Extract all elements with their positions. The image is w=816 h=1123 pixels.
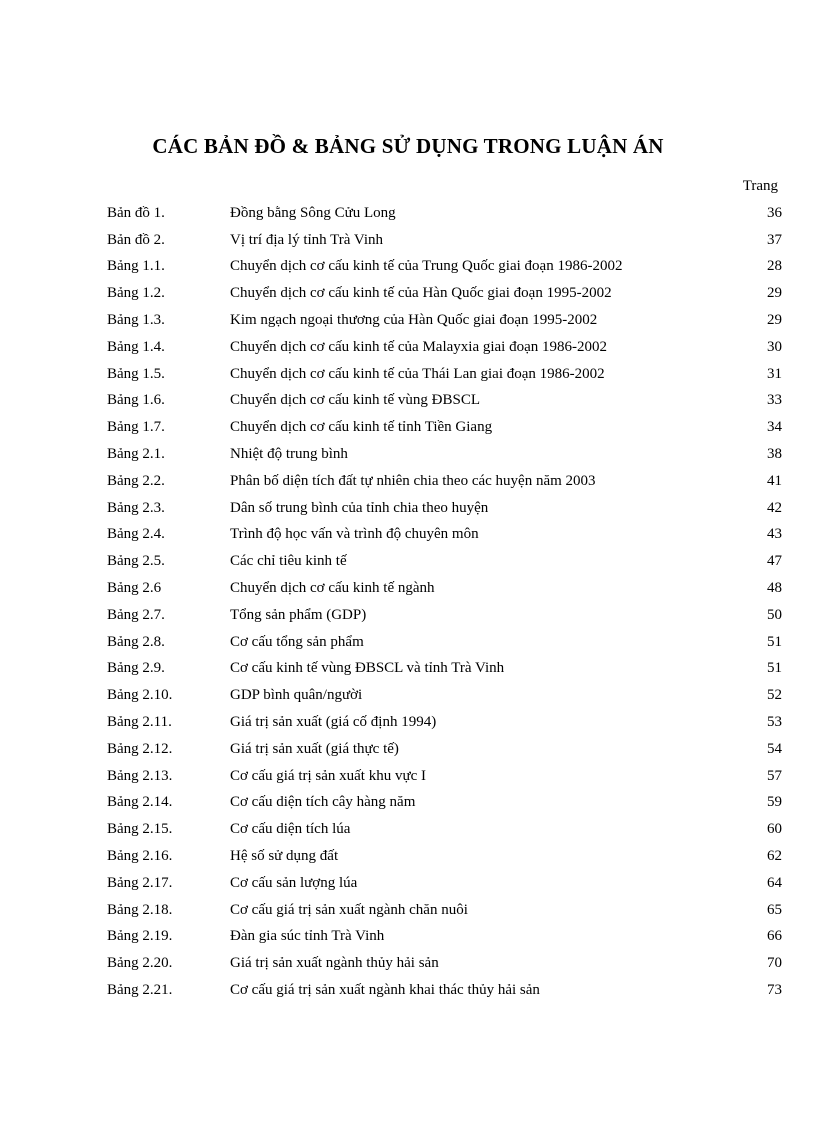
entry-code: Bảng 2.14. [107,794,173,811]
list-item [107,656,782,683]
entry-caption: Chuyển dịch cơ cấu kinh tế tỉnh Tiền Giang [230,419,493,436]
entry-code: Bản đồ 2. [107,231,165,248]
entry-code: Bảng 2.4. [107,526,165,543]
entry-caption: Tổng sản phẩm (GDP) [230,606,367,623]
entry-code: Bảng 2.20. [107,955,173,972]
list-item [107,522,782,549]
entry-code: Bảng 1.2. [107,285,165,302]
entry-caption: Cơ cấu kinh tế vùng ĐBSCL và tỉnh Trà Vinh [230,660,505,677]
entry-code: Bảng 2.19. [107,928,173,945]
list-item [107,950,782,977]
entry-page-number: 57 [767,767,782,784]
entry-page-number: 42 [767,499,782,516]
list-item [107,414,782,441]
entry-page-number: 28 [767,258,782,275]
entry-page-number: 33 [767,392,782,409]
entry-caption: Trình độ học vấn và trình độ chuyên môn [230,526,479,543]
list-item [107,816,782,843]
entry-page-number: 60 [767,821,782,838]
entry-code: Bảng 1.4. [107,338,165,355]
entry-caption: Cơ cấu giá trị sản xuất khu vực I [230,767,427,784]
entry-caption: Phân bố diện tích đất tự nhiên chia theo các huyện năm 2003 [230,472,596,489]
entry-code: Bảng 2.9. [107,660,165,677]
list-item [107,763,782,790]
entry-code: Bảng 2.6 [107,580,162,597]
entry-caption: Chuyển dịch cơ cấu kinh tế của Hàn Quốc giai đoạn 1995-2002 [230,285,612,302]
entry-code: Bảng 1.6. [107,392,165,409]
entry-page-number: 43 [767,526,782,543]
entry-page-number: 29 [767,285,782,302]
entry-page-number: 64 [767,874,782,891]
entry-page-number: 53 [767,714,782,731]
entry-caption: Cơ cấu tổng sản phẩm [230,633,364,650]
entry-page-number: 47 [767,553,782,570]
entry-caption: GDP bình quân/người [230,687,363,704]
entry-code: Bảng 2.21. [107,982,173,998]
entry-caption: Vị trí địa lý tỉnh Trà Vinh [230,231,384,248]
entry-caption: Dân số trung bình của tỉnh chia theo huyện [230,499,489,516]
entry-caption: Chuyển dịch cơ cấu kinh tế của Malayxia giai đoạn 1986-2002 [230,338,607,355]
entry-code: Bảng 2.1. [107,446,165,463]
entry-code: Bảng 1.1. [107,258,165,275]
entry-page-number: 41 [767,472,782,489]
entry-caption: Các chỉ tiêu kinh tế [230,553,347,570]
entry-page-number: 52 [767,687,782,704]
page-column-header: Trang [742,178,778,194]
entry-code: Bảng 2.18. [107,901,173,918]
entry-code: Bảng 2.2. [107,472,165,489]
entry-caption: Giá trị sản xuất ngành thủy hải sản [230,955,439,972]
entry-page-number: 29 [767,312,782,329]
list-item [107,280,782,307]
entry-caption: Giá trị sản xuất (giá cố định 1994) [230,714,437,731]
list-item [107,897,782,924]
entry-caption: Đàn gia súc tỉnh Trà Vinh [230,928,385,945]
list-item [107,388,782,415]
entry-code: Bảng 2.7. [107,606,165,623]
entry-page-number: 51 [767,660,782,677]
entry-caption: Chuyển dịch cơ cấu kinh tế vùng ĐBSCL [230,392,480,409]
list-item [107,977,782,1004]
entry-caption: Đồng bằng Sông Cửu Long [230,204,396,221]
list-item [107,682,782,709]
entry-page-number: 70 [767,955,782,972]
list-item [107,254,782,281]
list-item [107,843,782,870]
list-of-maps-and-tables [107,200,782,1004]
entry-code: Bảng 1.3. [107,312,165,329]
entry-caption: Cơ cấu giá trị sản xuất ngành khai thác thủy hải sản [230,982,540,998]
list-item [107,468,782,495]
entry-page-number: 66 [767,928,782,945]
entry-caption: Chuyển dịch cơ cấu kinh tế ngành [230,580,435,597]
entry-page-number: 59 [767,794,782,811]
entry-code: Bảng 2.10. [107,687,173,704]
entry-code: Bảng 1.5. [107,365,165,382]
entry-page-number: 73 [767,982,782,998]
entry-page-number: 34 [767,419,782,436]
entry-page-number: 54 [767,740,782,757]
list-item [107,602,782,629]
entry-code: Bảng 2.16. [107,848,173,865]
entry-caption: Cơ cấu diện tích lúa [230,821,351,838]
list-item [107,227,782,254]
entry-caption: Hệ số sử dụng đất [230,848,339,865]
entry-page-number: 30 [767,338,782,355]
entry-code: Bảng 2.8. [107,633,165,650]
entry-page-number: 37 [767,231,782,248]
entry-code: Bản đồ 1. [107,204,165,221]
list-item [107,200,782,227]
entry-page-number: 48 [767,580,782,597]
list-item [107,924,782,951]
list-item [107,441,782,468]
entry-page-number: 50 [767,606,782,623]
list-item [107,361,782,388]
entry-page-number: 51 [767,633,782,650]
entry-caption: Giá trị sản xuất (giá thực tế) [230,740,399,757]
entry-code: Bảng 2.13. [107,767,173,784]
entry-caption: Chuyển dịch cơ cấu kinh tế của Trung Quốc giai đoạn 1986-2002 [230,258,623,275]
entry-page-number: 65 [767,901,782,918]
page-title: CÁC BẢN ĐỒ & BẢNG SỬ DỤNG TRONG LUẬN ÁN [152,134,664,158]
entry-code: Bảng 2.5. [107,553,165,570]
entry-page-number: 36 [767,204,782,221]
list-item [107,495,782,522]
entry-code: Bảng 2.11. [107,714,172,731]
entry-caption: Kim ngạch ngoại thương của Hàn Quốc giai đoạn 1995-2002 [230,312,598,329]
entry-caption: Nhiệt độ trung bình [230,446,348,463]
list-item [107,575,782,602]
list-item [107,629,782,656]
entry-caption: Cơ cấu giá trị sản xuất ngành chăn nuôi [230,901,468,918]
list-item [107,334,782,361]
list-item [107,548,782,575]
list-item [107,790,782,817]
entry-caption: Chuyển dịch cơ cấu kinh tế của Thái Lan giai đoạn 1986-2002 [230,365,605,382]
entry-code: Bảng 2.15. [107,821,173,838]
entry-page-number: 31 [767,365,782,382]
list-item [107,736,782,763]
entry-code: Bảng 2.17. [107,874,173,891]
entry-code: Bảng 1.7. [107,419,165,436]
list-item [107,870,782,897]
entry-page-number: 62 [767,848,782,865]
entry-caption: Cơ cấu sản lượng lúa [230,874,358,891]
entry-code: Bảng 2.3. [107,499,165,516]
list-item [107,307,782,334]
entry-caption: Cơ cấu diện tích cây hàng năm [230,794,416,811]
list-item [107,709,782,736]
entry-page-number: 38 [767,446,782,463]
entry-code: Bảng 2.12. [107,740,173,757]
